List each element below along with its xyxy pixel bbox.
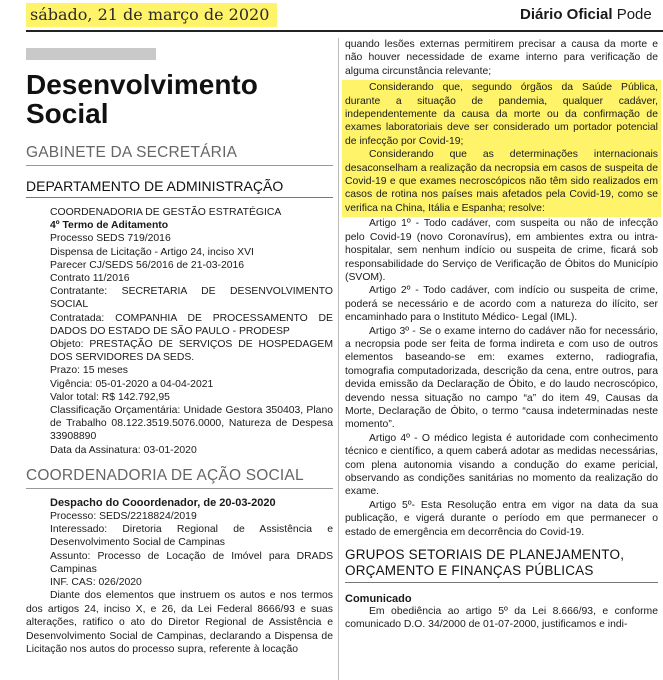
departamento-heading: DEPARTAMENTO DE ADMINISTRAÇÃO	[26, 178, 333, 198]
contract-line: Processo SEDS 719/2016	[50, 233, 171, 245]
despacho-line: Processo: SEDS/2218824/2019	[50, 511, 197, 523]
considerando-1: Considerando que, segundo órgãos da Saúde Pública, durante a situação de pandemia, qualquer cadáver, independentemente da causa da morte ou da confirmação de exames laboratoriais deve ser considerado um portador potencial de infecção por Covid-19;	[345, 82, 658, 147]
artigo-5: Artigo 5º- Esta Resolução entra em vigor na data da sua publicação, e vigerá durante o período em que permanecer o estado de emergência em decorrência do Covid-19.	[345, 499, 658, 538]
highlighted-considerandos	[342, 80, 661, 217]
artigo-1: Artigo 1º - Todo cadáver, com suspeita ou não de infecção pelo Covid-19 (novo Coronavírus), em ambientes extra ou intra-hospitalar, sem nenhum indício ou suspeita de crime, ficará sob responsabilidade do Serviço de Verificação de Óbitos do Município (SVOM).	[345, 218, 658, 283]
contract-line: Classificação Orçamentária: Unidade Gestora 350403, Plano de Trabalho 08.122.3519.5076.0000, Natureza de Despesa 33908890	[50, 405, 333, 443]
section-title-line-2: Social	[26, 98, 109, 129]
considerando-2: Considerando que as determinações internacionais desaconselham a realização da necropsia em casos de suspeita de Covid-19 e que exames necroscópicos não têm sido realizados em casos de rotina nos países mais afetados pela Covid-19, como se verifica na China, Itália e Espanha; resolve:	[345, 149, 658, 214]
despacho-line: Interessado: Diretoria Regional de Assistência e Desenvolvimento Social de Campinas	[50, 524, 333, 549]
contract-line: Dispensa de Licitação - Artigo 24, inciso XVI	[50, 246, 254, 258]
left-column	[26, 38, 333, 656]
contract-line: Contrato 11/2016	[50, 273, 130, 285]
contract-line: Prazo: 15 meses	[50, 365, 128, 377]
despacho-block	[26, 497, 333, 589]
coordenadoria-heading: COORDENADORIA DE AÇÃO SOCIAL	[26, 467, 333, 489]
artigo-2: Artigo 2º - Todo cadáver, com indício ou suspeita de crime, poderá se necessário e de acordo com a natureza do ilícito, ser encaminhado para o Instituto Médico- Legal (IML).	[345, 285, 658, 324]
contract-line: Contratante: SECRETARIA DE DESENVOLVIMENTO SOCIAL	[50, 286, 333, 311]
gabinete-heading: GABINETE DA SECRETÁRIA	[26, 144, 333, 166]
despacho-paragraph: Diante dos elementos que instruem os autos e nos termos dos artigos 24, inciso X, e 26, da Lei Federal 8666/93 e suas alterações, ratifico o ato do Diretor Regional de Assistência e Desenvolvimento Social de Campinas, declarando a Dispensa de Licitação nos autos do processo supra, referente à locação	[26, 590, 333, 655]
masthead-title: Diário Oficial	[520, 6, 613, 23]
artigo-3: Artigo 3º - Se o exame interno do cadáver não for necessário, a necropsia pode ser feita de forma indireta e com uso de outros elementos baseando-se em: exames externo, radiografia, tomografia computadorizada, descrição da cena, entre outros, para devida emissão da Declaração de Óbito, e do laudo necroscópico, devendo nessa situação no campo “a” do item 49, Causas da Morte, Declaração de Óbito, o termo “causa indeterminadas neste momento”.	[345, 325, 658, 431]
contract-line: Parecer CJ/SEDS 56/2016 de 21-03-2016	[50, 259, 245, 271]
section-marker-bar	[26, 48, 156, 60]
header-rule	[26, 30, 663, 32]
despacho-title: Despacho do Cooordenador, de 20-03-2020	[50, 496, 276, 509]
comunicado-text: Em obediência ao artigo 5º da Lei 8.666/93, e conforme comunicado D.O. 34/2000 de 01-07-2000, justificamos e indi-	[345, 606, 658, 631]
section-title-line-1: Desenvolvimento	[26, 69, 258, 100]
contract-line: Objeto: PRESTAÇÃO DE SERVIÇOS DE HOSPEDAGEM DOS SERVIDORES DA SEDS.	[50, 339, 333, 364]
despacho-line: Assunto: Processo de Locação de Imóvel para DRADS Campinas	[50, 550, 333, 575]
contract-line: Data da Assinatura: 03-01-2020	[50, 444, 197, 456]
intro-paragraph: quando lesões externas permitirem precisar a causa da morte e não houver necessidade de exame interno para verificação de alguma circunstância relevante;	[345, 39, 658, 77]
section-title	[26, 70, 333, 128]
column-divider	[338, 38, 339, 680]
contract-line: Vigência: 05-01-2020 a 04-04-2021	[50, 378, 214, 390]
contract-line: Valor total: R$ 142.792,95	[50, 391, 170, 403]
despacho-line: INF. CAS: 026/2020	[50, 577, 142, 589]
contract-block	[26, 206, 333, 457]
masthead-rest: Pode	[616, 6, 652, 23]
contract-line: 4º Termo de Aditamento	[50, 220, 169, 232]
page-header	[0, 0, 663, 30]
grupos-setoriais-heading: GRUPOS SETORIAIS DE PLANEJAMENTO, ORÇAMENTO E FINANÇAS PÚBLICAS	[345, 547, 658, 583]
comunicado-title: Comunicado	[345, 593, 412, 606]
contract-line: COORDENADORIA DE GESTÃO ESTRATÉGICA	[50, 207, 282, 218]
publication-date: sábado, 21 de março de 2020	[26, 3, 277, 27]
artigo-4: Artigo 4º - O médico legista é autoridade com conhecimento técnico e científico, a quem caberá adotar as medidas necessárias, com plena autonomia visando a condução do exame pericial, observando as condições sanitárias no momento da realização do exame.	[345, 432, 658, 498]
contract-line: Contratada: COMPANHIA DE PROCESSAMENTO DE DADOS DO ESTADO DE SÃO PAULO - PRODESP	[50, 312, 333, 337]
right-column	[345, 38, 658, 632]
masthead	[520, 6, 652, 24]
